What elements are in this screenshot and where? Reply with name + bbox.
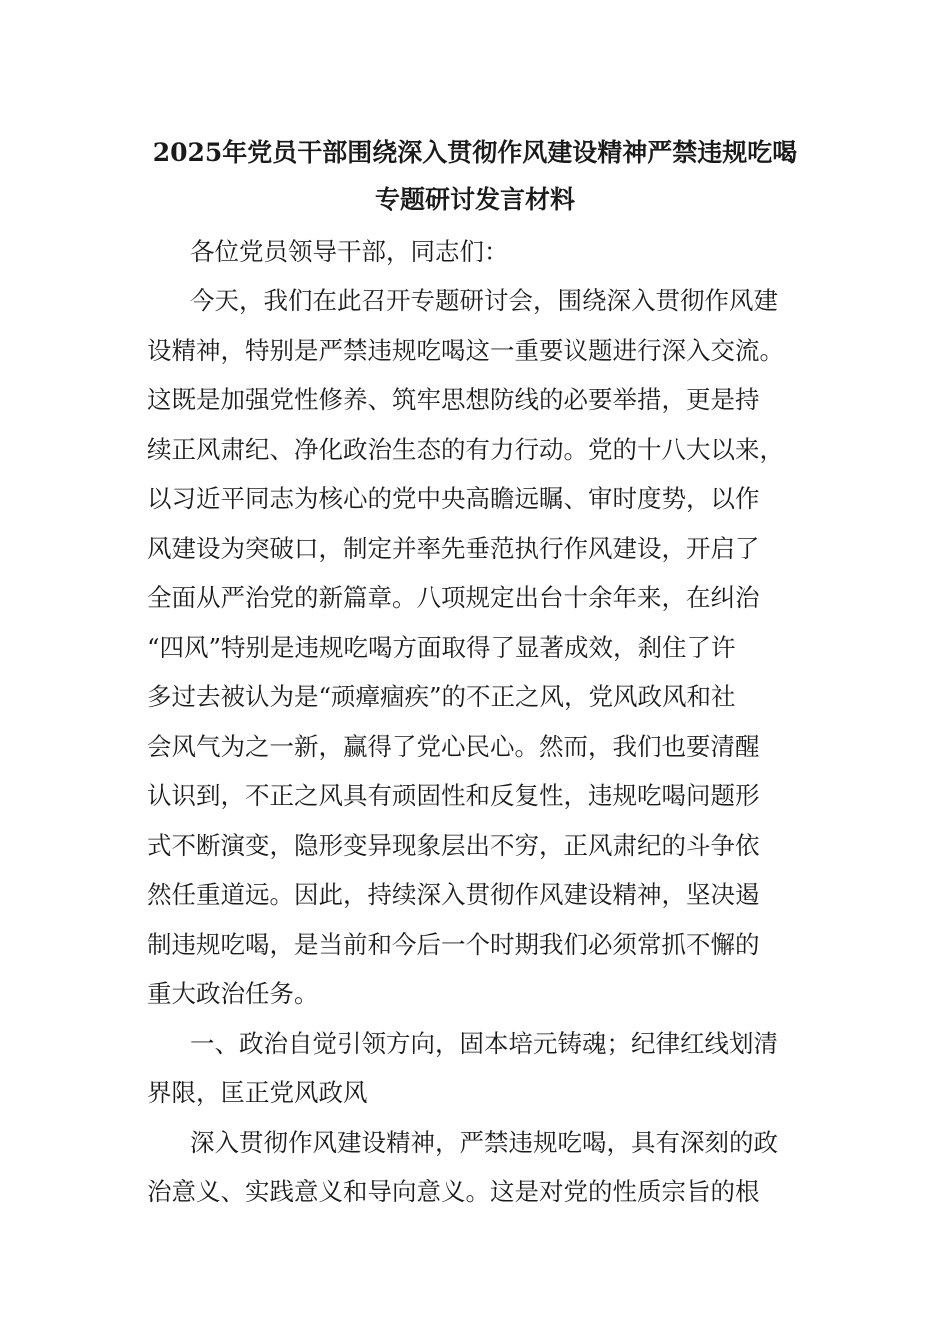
paragraph-1-line: “四风”特别是违规吃喝方面取得了显著成效，刹住了许 (147, 633, 736, 662)
section-heading-line: 一、政治自觉引领方向，固本培元铸魂；纪律红线划清 (190, 1029, 778, 1058)
paragraph-2-line: 治意义、实践意义和导向意义。这是对党的性质宗旨的根 (147, 1177, 760, 1206)
paragraph-1-line: 续正风肃纪、净化政治生态的有力行动。党的十八大以来， (147, 435, 784, 464)
paragraph-2-line: 深入贯彻作风建设精神，严禁违规吃喝，具有深刻的政 (190, 1128, 778, 1157)
salutation: 各位党员领导干部，同志们： (190, 237, 509, 266)
paragraph-1-line: 重大政治任务。 (147, 979, 319, 1008)
paragraph-1-line: 风建设为突破口，制定并率先垂范执行作风建设，开启了 (147, 534, 760, 563)
paragraph-1-line: 多过去被认为是“顽瘴痼疾”的不正之风，党风政风和社 (147, 682, 736, 711)
paragraph-1-line: 设精神，特别是严禁违规吃喝这一重要议题进行深入交流。 (147, 336, 784, 365)
paragraph-1-line: 会风气为之一新，赢得了党心民心。然而，我们也要清醒 (147, 732, 760, 761)
section-heading-line: 界限，匡正党风政风 (147, 1078, 368, 1107)
paragraph-1-line: 这既是加强党性修养、筑牢思想防线的必要举措，更是持 (147, 385, 760, 414)
paragraph-1-line: 式不断演变，隐形变异现象层出不穷，正风肃纪的斗争依 (147, 831, 760, 860)
document-title-line-1: 2025年党员干部围绕深入贯彻作风建设精神严禁违规吃喝 (152, 138, 798, 167)
paragraph-1-line: 今天，我们在此召开专题研讨会，围绕深入贯彻作风建 (190, 286, 778, 315)
paragraph-1-line: 以习近平同志为核心的党中央高瞻远瞩、审时度势，以作 (147, 484, 760, 513)
paragraph-1-line: 制违规吃喝，是当前和今后一个时期我们必须常抓不懈的 (147, 930, 760, 959)
document-title-line-2: 专题研讨发言材料 (374, 185, 575, 214)
paragraph-1-line: 全面从严治党的新篇章。八项规定出台十余年来，在纠治 (147, 583, 760, 612)
paragraph-1-line: 然任重道远。因此，持续深入贯彻作风建设精神，坚决遏 (147, 880, 760, 909)
paragraph-1-line: 认识到，不正之风具有顽固性和反复性，违规吃喝问题形 (147, 781, 760, 810)
